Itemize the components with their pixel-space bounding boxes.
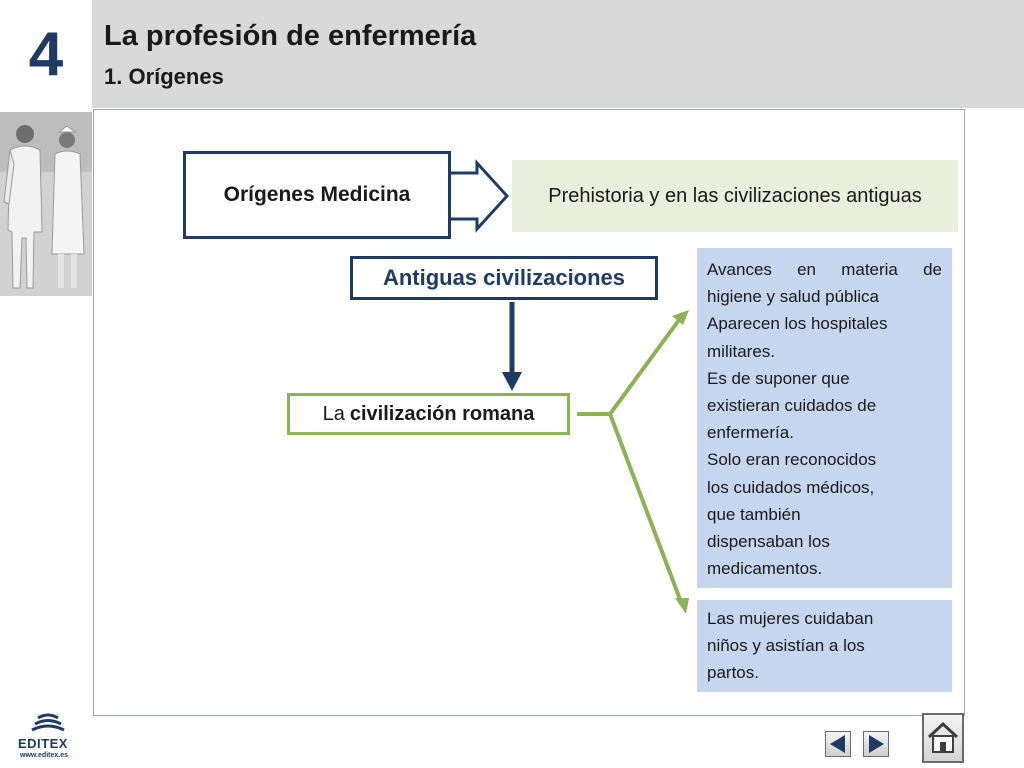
avances-line-4: militares. <box>707 341 776 361</box>
next-arrow-icon <box>864 732 888 756</box>
avances-line-9: los cuidados médicos, <box>707 477 875 497</box>
avances-line-8: Solo eran reconocidos <box>707 450 877 470</box>
mujeres-line-1: Las mujeres cuidaban <box>707 609 874 628</box>
avances-line-12: medicamentos. <box>707 559 823 579</box>
next-slide-button[interactable] <box>863 731 889 757</box>
lower-branch-arrowhead <box>675 598 689 614</box>
mujeres-box <box>697 600 952 692</box>
civilizacion-romana-box <box>287 393 570 435</box>
down-arrow-head <box>502 372 522 391</box>
origenes-medicina-box: Orígenes Medicina <box>183 151 451 239</box>
avances-line-5: Es de suponer que <box>707 368 850 388</box>
avances-box <box>697 248 952 588</box>
chapter-number: 4 <box>0 0 92 108</box>
avances-line-7: enfermería. <box>707 423 794 443</box>
editex-url: www.editex.es <box>20 752 68 759</box>
prev-arrow-icon <box>826 732 850 756</box>
lower-branch-connector <box>577 414 681 602</box>
page-subtitle: 1. Orígenes <box>104 64 224 89</box>
antiguas-civilizaciones-box: Antiguas civilizaciones <box>350 256 658 300</box>
mujeres-line-2: niños y asistían a los <box>707 636 865 656</box>
home-button[interactable] <box>922 713 964 763</box>
avances-line-3: Aparecen los hospitales <box>707 314 888 334</box>
prehistoria-box: Prehistoria y en las civilizaciones antiguas <box>512 160 958 232</box>
avances-line-6: existieran cuidados de <box>707 396 877 416</box>
mujeres-line-3: partos. <box>707 663 759 683</box>
avances-line-10: que también <box>707 504 801 524</box>
editex-logo-text: EDITEX <box>18 736 68 751</box>
prev-slide-button[interactable] <box>825 731 851 757</box>
home-icon <box>924 715 962 761</box>
roma-bold: civilización romana <box>349 402 535 425</box>
block-arrow <box>451 163 507 229</box>
roma-prefix: La <box>322 402 345 425</box>
upper-branch-connector <box>577 320 679 414</box>
avances-line-1: Avances en materia de <box>707 260 942 279</box>
page-title: La profesión de enfermería <box>104 20 477 52</box>
avances-line-2: higiene y salud pública <box>707 287 880 307</box>
avances-line-11: dispensaban los <box>707 532 830 552</box>
